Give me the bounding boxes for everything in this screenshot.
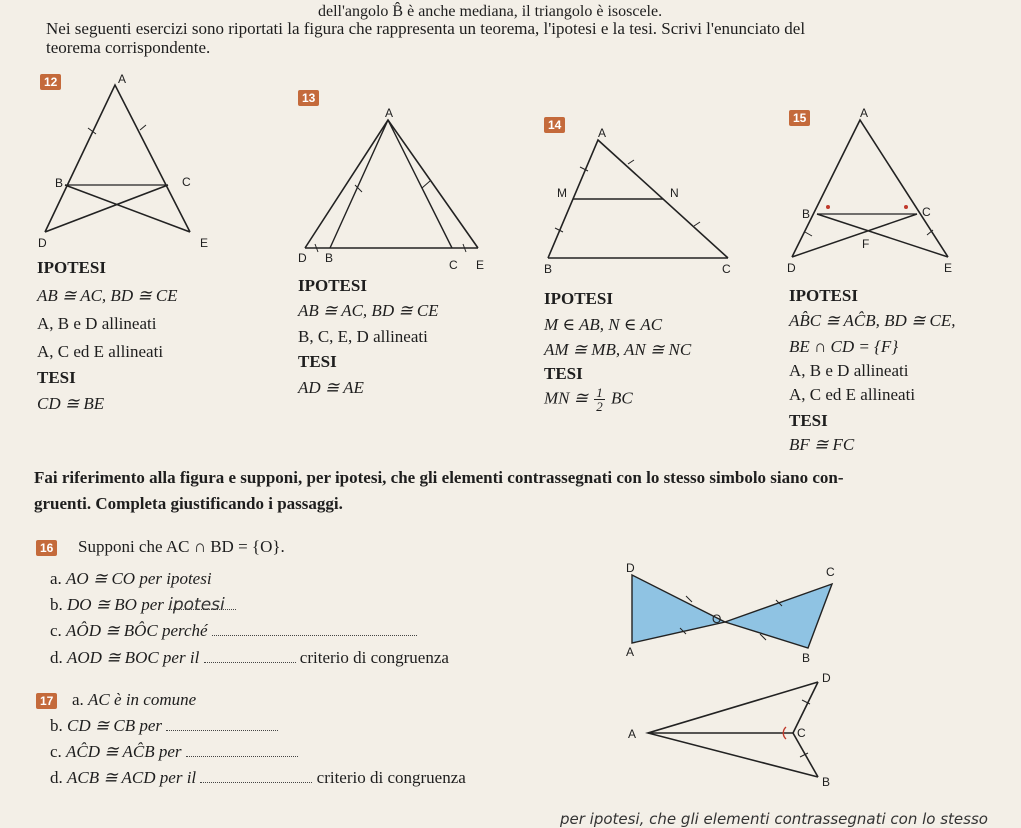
ex16-item-d (50, 648, 449, 668)
point-D-13: D (298, 251, 307, 265)
item-text: ACB ≅ ACD per il (67, 768, 197, 787)
fraction-denominator: 2 (596, 399, 603, 414)
ipotesi-label-12: IPOTESI (37, 258, 106, 277)
point-A-14: A (598, 126, 607, 140)
point-D-16: D (626, 561, 635, 575)
item-text: CD ≅ CB per (67, 716, 162, 735)
answer-field-17c[interactable] (186, 742, 298, 757)
ipotesi-14-line-1: M ∈ AB, N ∈ AC (544, 315, 663, 334)
tesi-label-14: TESI (544, 364, 583, 383)
ipotesi-14-line-2: AM ≅ MB, AN ≅ NC (544, 340, 692, 359)
exercise-number-16: 16 (36, 540, 57, 556)
ex16-statement: Supponi che AC ∩ BD = {O}. (78, 537, 285, 556)
point-A-15: A (860, 106, 869, 120)
ex17-item-d (50, 768, 466, 788)
item-after: criterio di congruenza (316, 768, 466, 787)
point-B-16: B (802, 651, 811, 665)
ex17-item-a (72, 690, 196, 710)
item-letter: c. (50, 742, 62, 761)
ex17-item-c (50, 742, 298, 762)
ipotesi-15-line-2: BE ∩ CD = {F} (789, 337, 899, 356)
tesi-15-line-1: BF ≅ FC (789, 435, 855, 454)
exercise-number-14: 14 (544, 117, 565, 133)
answer-field-c[interactable] (212, 621, 417, 636)
point-B-14: B (544, 262, 553, 276)
point-B-12: B (55, 176, 64, 190)
point-D-17: D (822, 671, 831, 685)
instructions-line-2: gruenti. Completa giustificando i passaggi. (34, 494, 343, 513)
item-text: AC è in comune (88, 690, 197, 709)
point-A-16: A (626, 645, 635, 659)
intro-line-2: teorema corrispondente. (46, 38, 211, 57)
tesi-12-line-1: CD ≅ BE (37, 394, 105, 413)
point-B-13: B (325, 251, 334, 265)
exercise-number-15: 15 (789, 110, 810, 126)
ex16-item-b (50, 595, 236, 615)
ipotesi-15-line-1: AB̂C ≅ AĈB, BD ≅ CE, (789, 311, 956, 330)
ipotesi-15-line-3: A, B e D allineati (789, 361, 909, 380)
answer-field-d[interactable] (204, 648, 296, 663)
answer-field-17d[interactable] (200, 768, 312, 783)
answer-field-17b[interactable] (166, 716, 278, 731)
ipotesi-12-line-2: A, B e D allineati (37, 314, 157, 333)
point-C-13: C (449, 258, 458, 272)
ipotesi-label-15: IPOTESI (789, 286, 858, 305)
answer-field-b[interactable]: ipotesi (168, 595, 236, 610)
ipotesi-13-line-2: B, C, E, D allineati (298, 327, 428, 346)
tesi-14-prefix: MN ≅ (544, 388, 588, 408)
ex17-item-b (50, 716, 278, 736)
item-after: criterio di congruenza (299, 648, 449, 667)
item-text: AO ≅ CO per ipotesi (66, 569, 212, 588)
item-letter: c. (50, 621, 62, 640)
ex16-item-a (50, 569, 212, 589)
point-D-12: D (38, 236, 47, 250)
point-A-13: A (385, 106, 394, 120)
item-text: AOD ≅ BOC per il (67, 648, 200, 667)
ipotesi-label-13: IPOTESI (298, 276, 367, 295)
exercise-number-12: 12 (40, 74, 61, 90)
ipotesi-13-line-1: AB ≅ AC, BD ≅ CE (298, 301, 439, 320)
tesi-14-suffix: BC (611, 388, 633, 408)
ipotesi-12-line-3: A, C ed E allineati (37, 342, 164, 361)
bottom-fragment: per ipotesi, che gli elementi contrassegnati con lo stesso (560, 810, 988, 828)
point-A-17: A (628, 727, 637, 741)
item-letter: a. (50, 569, 62, 588)
item-letter: d. (50, 648, 63, 667)
item-text: DO ≅ BO per (67, 595, 164, 614)
item-letter: d. (50, 768, 63, 787)
point-A-12: A (118, 72, 127, 86)
item-letter: b. (50, 716, 63, 735)
tesi-14-line-1 (544, 386, 633, 413)
instructions-line-1: Fai riferimento alla figura e supponi, per ipotesi, che gli elementi contrassegnati con lo stesso simbolo siano con- (34, 468, 844, 487)
tesi-13-line-1: AD ≅ AE (298, 378, 364, 397)
point-E-13: E (476, 258, 485, 272)
ipotesi-12-line-1: AB ≅ AC, BD ≅ CE (37, 286, 178, 305)
ex16-item-c (50, 621, 417, 641)
point-C-14: C (722, 262, 731, 276)
item-text: AĈD ≅ AĈB per (66, 742, 182, 761)
fraction-numerator: 1 (596, 385, 603, 400)
point-B-15: B (802, 207, 811, 221)
fraction-one-half (594, 386, 605, 413)
ipotesi-label-14: IPOTESI (544, 289, 613, 308)
tesi-label-15: TESI (789, 411, 828, 430)
point-C-17: C (797, 726, 806, 740)
figure-17 (0, 0, 1, 1)
tesi-label-12: TESI (37, 368, 76, 387)
point-C-12: C (182, 175, 191, 189)
point-D-15: D (787, 261, 796, 275)
item-letter: b. (50, 595, 63, 614)
intro-line-1: Nei seguenti esercizi sono riportati la figura che rappresenta un teorema, l'ipotesi e la tesi. Scrivi l'enunciato del (46, 19, 806, 38)
top-fragment: dell'angolo B̂ è anche mediana, il triangolo è isoscele. (318, 3, 663, 20)
point-F-15: F (862, 237, 870, 251)
point-C-16: C (826, 565, 835, 579)
point-M-14: M (557, 186, 567, 200)
ipotesi-15-line-4: A, C ed E allineati (789, 385, 916, 404)
tesi-label-13: TESI (298, 352, 337, 371)
exercise-number-17: 17 (36, 693, 57, 709)
point-B-17: B (822, 775, 831, 789)
point-O-16: O (712, 612, 722, 626)
item-text: AÔD ≅ BÔC perché (66, 621, 208, 640)
point-E-15: E (944, 261, 953, 275)
point-E-12: E (200, 236, 209, 250)
point-N-14: N (670, 186, 679, 200)
point-C-15: C (922, 205, 931, 219)
exercise-number-13: 13 (298, 90, 319, 106)
item-letter: a. (72, 690, 84, 709)
